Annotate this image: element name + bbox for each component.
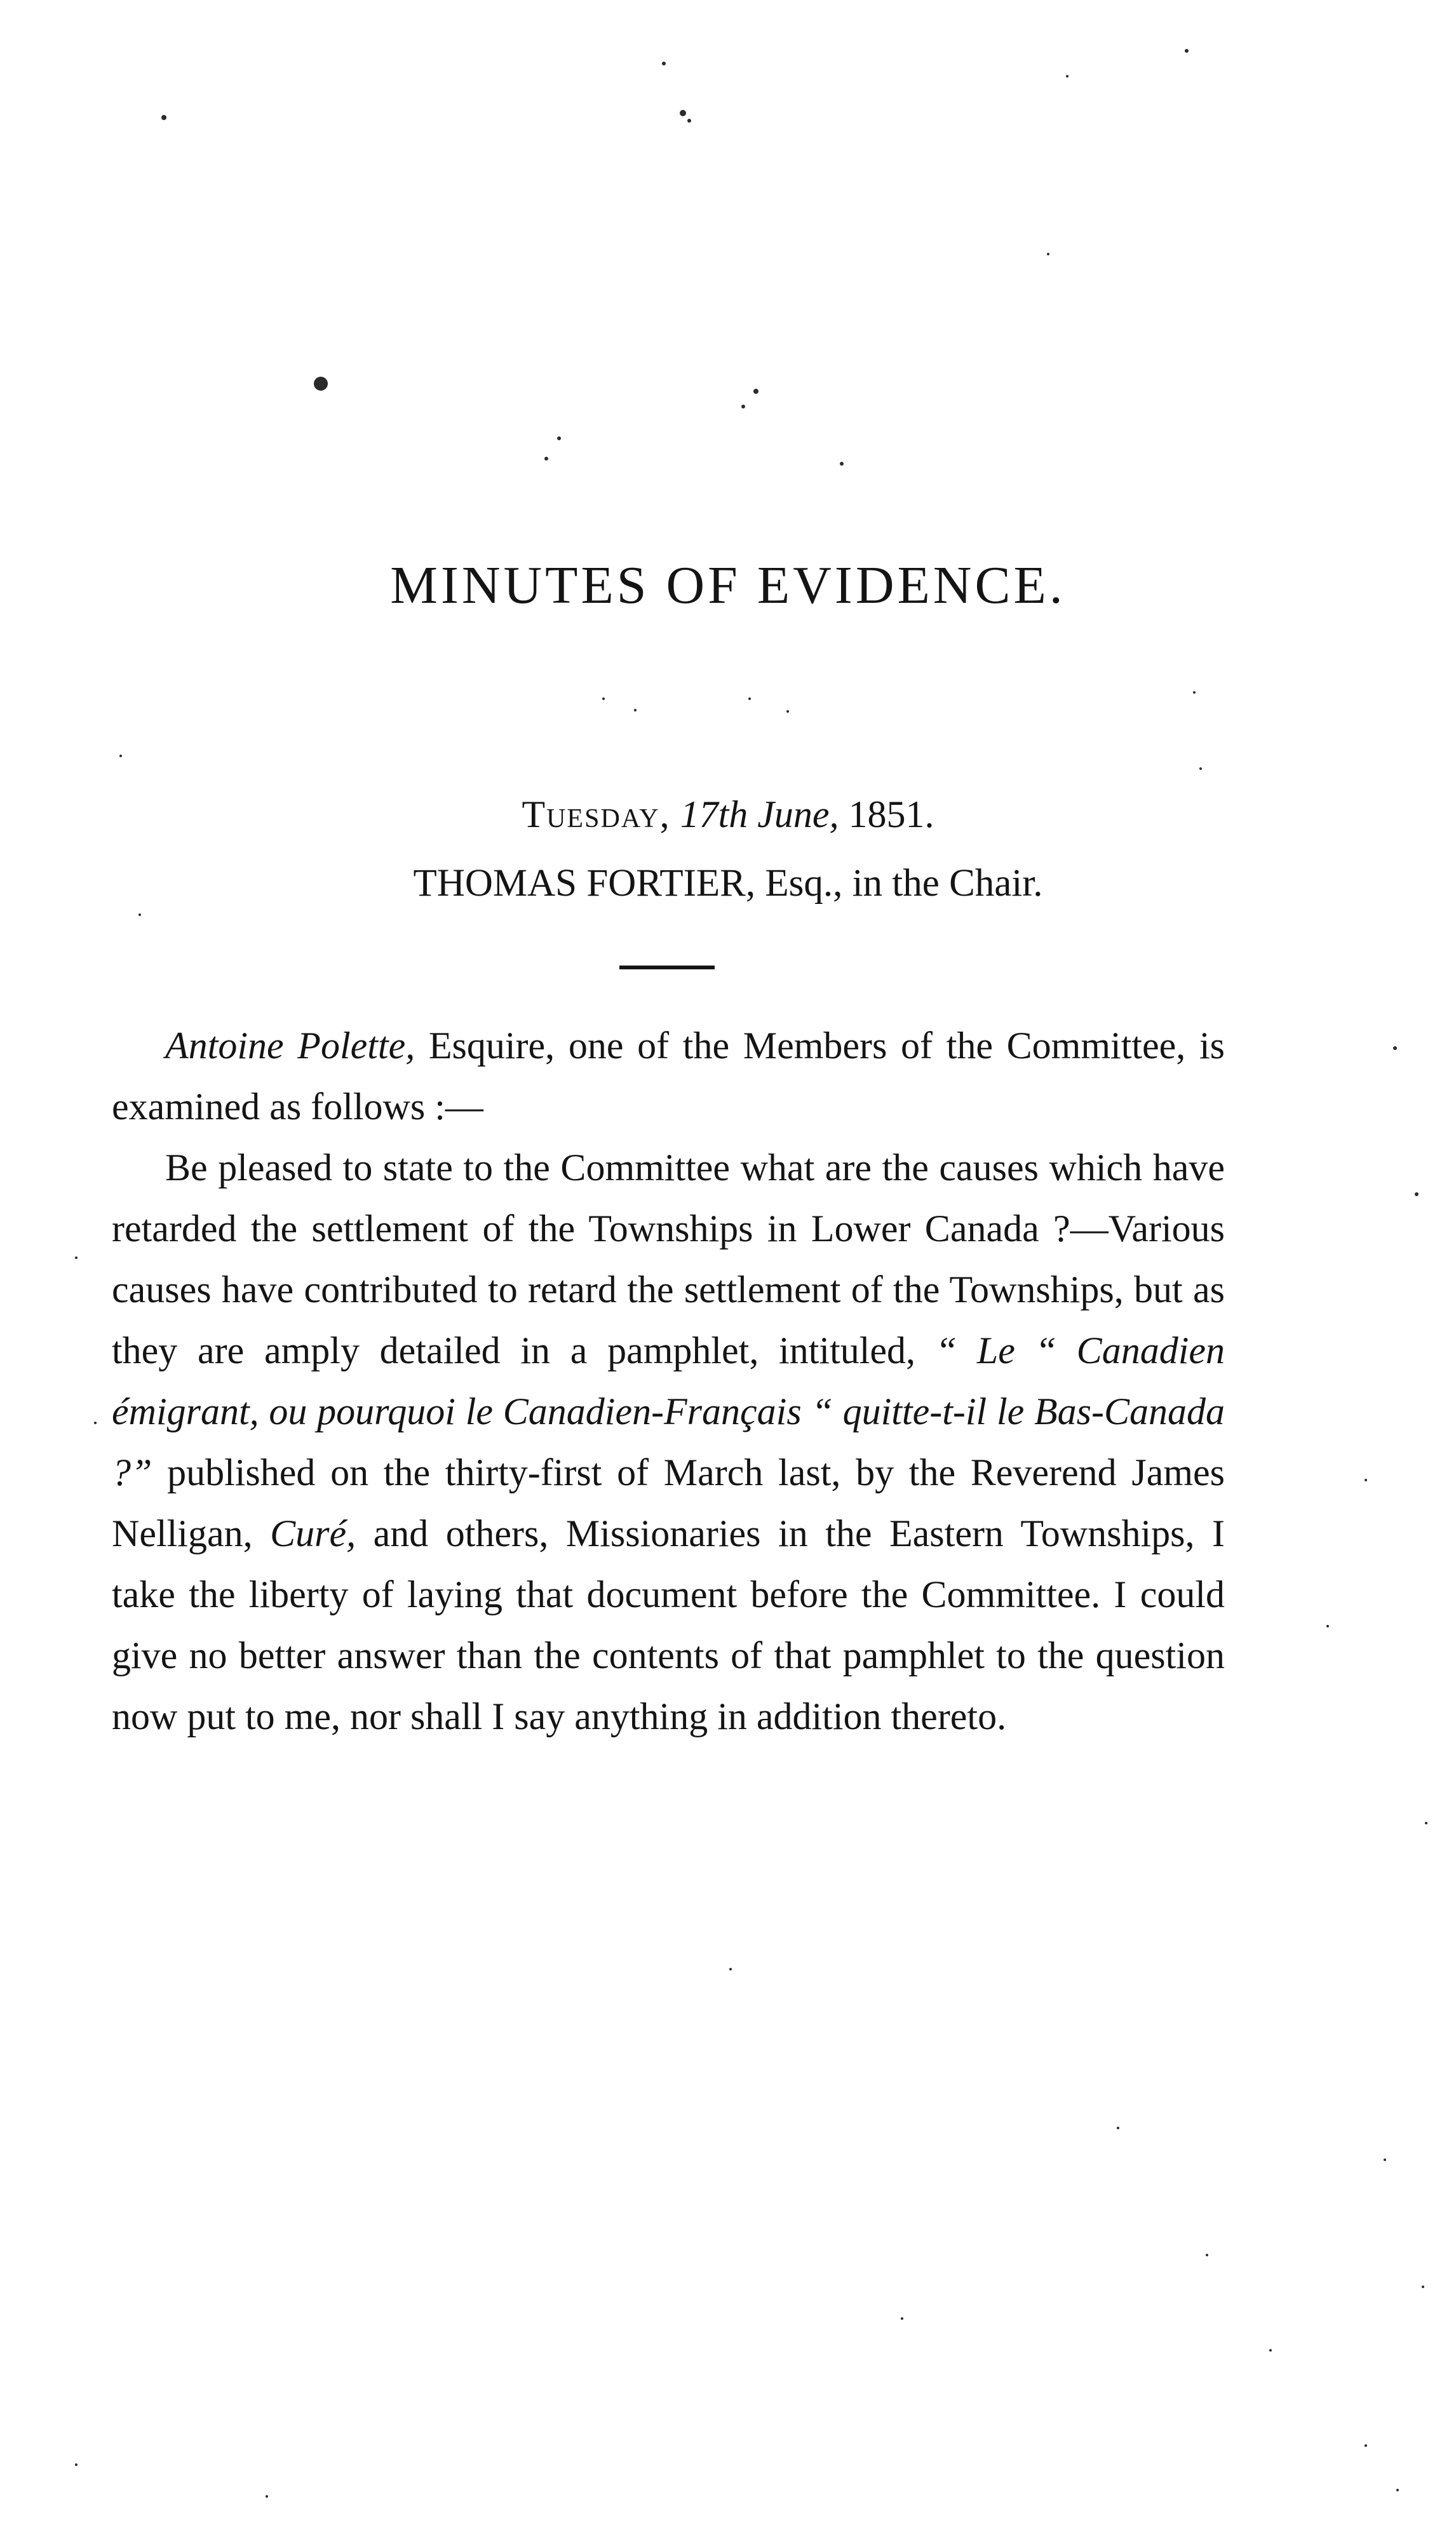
date-month: June,: [757, 793, 839, 835]
answer-text-2: published on the thirty-first of March last, by the Reverend James Nelligan,: [112, 1451, 1225, 1554]
answer-text-1: Be pleased to state to the Committee what are the causes which have retarded the settlement of the Townships in Lower Canada ?—Various causes have contributed to retard the settlement of the Townships, but as they are amply detailed in a pamphlet, intituled,: [112, 1147, 1225, 1371]
page-title: MINUTES OF EVIDENCE.: [390, 556, 1066, 615]
chair-line: THOMAS FORTIER, Esq., in the Chair.: [413, 862, 1043, 905]
evidence-body: [112, 1015, 1225, 1747]
date-year: 1851.: [848, 793, 934, 835]
pamphlet-title: “ Le “ Canadien émigrant, ou pourquoi le Canadien-Français “ quitte-t-il le Bas-Canada ?”: [112, 1330, 1225, 1493]
date-day: 17th: [680, 793, 748, 835]
date-weekday: Tuesday,: [522, 793, 671, 835]
witness-name: Antoine Polette,: [165, 1025, 415, 1067]
session-date: [0, 795, 1456, 833]
section-rule: [619, 966, 715, 969]
intro-paragraph: [112, 1015, 1225, 1137]
intro-text: Esquire, one of the Members of the Committee, is examined as follows :—: [112, 1025, 1225, 1128]
answer-paragraph: [112, 1137, 1225, 1747]
cure-word: Curé,: [270, 1512, 356, 1554]
answer-text-3: and others, Missionaries in the Eastern Townships, I take the liberty of laying that document before the Committee. I could give no better answer than the contents of that pamphlet to the question now put to me, nor shall I say anything in addition thereto.: [112, 1512, 1225, 1737]
